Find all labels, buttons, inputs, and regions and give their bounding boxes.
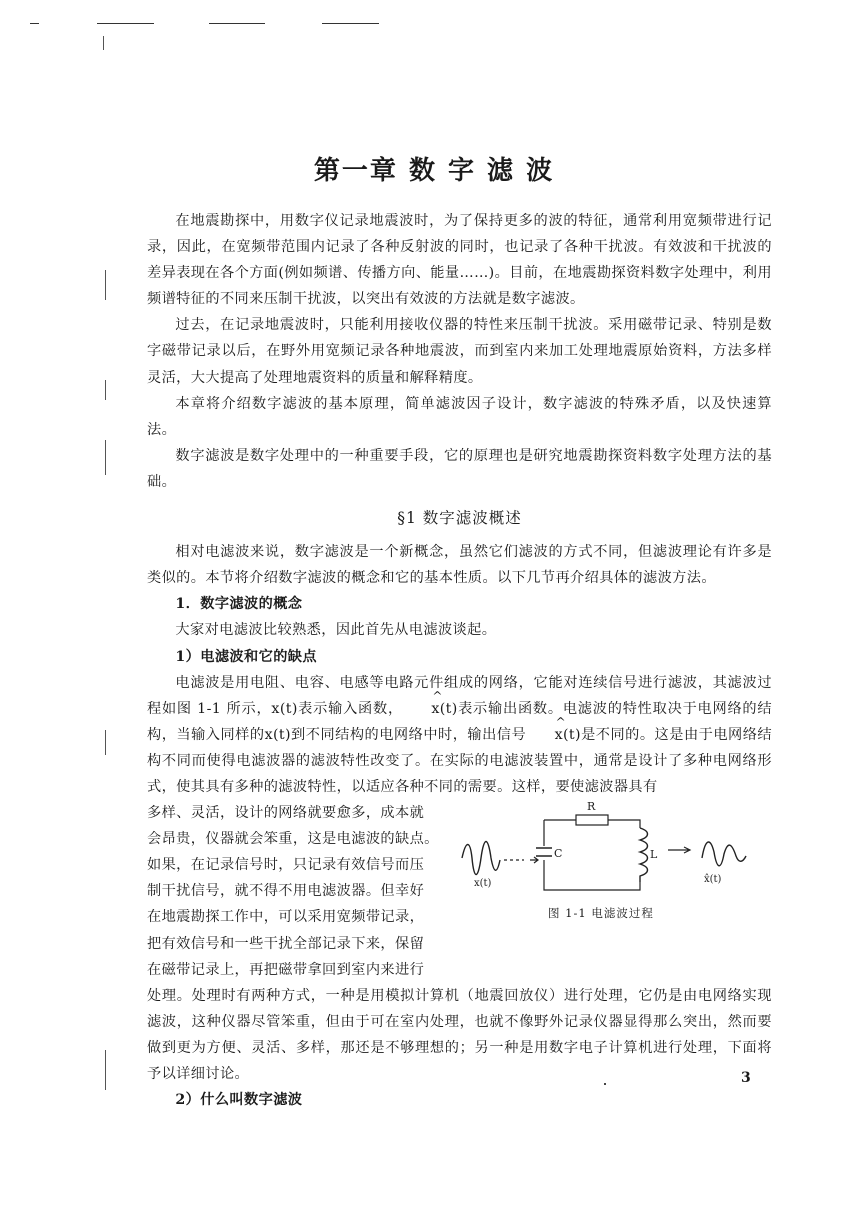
text-run: 表示输出函数。电滤波的特性取决于电网络的结构，当输入同样的 <box>147 700 772 743</box>
input-arrow <box>530 857 538 863</box>
text-line: 在地震勘探工作中，可以采用宽频带记录， <box>147 909 425 926</box>
formula-xhat: ^ x(t) <box>403 696 458 722</box>
wrapped-text-block <box>147 800 447 983</box>
intro-paragraph: 过去，在记录地震波时，只能利用接收仪器的特性来压制干扰波。采用磁带记录、特别是数字磁带记录以后，在野外用宽频记录各种地震波，而到室内来加工处理地震原始资料，方法多样灵活，大大提高了处理地震资料的质量和解释精度。 <box>147 317 772 386</box>
output-arrow <box>668 847 690 853</box>
paragraph: 大家对电滤波比较熟悉，因此首先从电滤波谈起。 <box>175 622 497 639</box>
subsubsection-heading: 1）电滤波和它的缺点 <box>175 648 317 665</box>
text-line: 多样、灵活，设计的网络就要愈多，成本就 <box>147 805 425 822</box>
input-label: x(t) <box>474 878 492 889</box>
capacitor-label: C <box>554 847 563 860</box>
top-rule <box>322 23 379 24</box>
subsection-heading: 1．数字滤波的概念 <box>175 596 303 613</box>
section-intro: 相对电滤波来说，数字滤波是一个新概念，虽然它们滤波的方式不同，但滤波理论有许多是类似的。本节将介绍数字滤波的概念和它的基本性质。以下几节再介绍具体的滤波方法。 <box>147 544 772 587</box>
text-line: 会昂贵，仪器就会笨重，这是电滤波的缺点。 <box>147 831 439 848</box>
paragraph <box>147 670 772 800</box>
text-run: 到不同结构的电网络中时，输出信号 <box>290 726 527 743</box>
formula-x: x(t) <box>264 726 291 743</box>
text-line: 制干扰信号，就不得不用电滤波器。但幸好 <box>147 883 425 900</box>
section-title: §1 数字滤波概述 <box>397 509 522 528</box>
text-line: 在磁带记录上，再把磁带拿回到室内来进行 <box>147 961 425 978</box>
text-run: 表示输入函数， <box>297 700 403 717</box>
margin-mark <box>105 270 106 300</box>
formula-xhat: ^ x(t) <box>526 722 581 748</box>
intro-paragraph: 本章将介绍数字滤波的基本原理，简单滤波因子设计，数字滤波的特殊矛盾，以及快速算法。 <box>147 395 772 438</box>
margin-mark <box>105 440 106 475</box>
text-run: 电滤波是用电阻、电容、电感等电路元件组成的网络，它能对连续信号进行滤波，其滤波过程如图 1-1 所示， <box>147 674 772 717</box>
intro-paragraph: 在地震勘探中，用数字仪记录地震波时，为了保持更多的波的特征，通常利用宽频带进行记录，因此，在宽频带范围内记录了各种反射波的同时，也记录了各种干扰波。有效波和干扰波的差异表现在各个方面(例如频谱、传播方向、能量……)。目前，在地震勘探资料数字处理中，利用频谱特征的不同来压制干扰波，以突出有效波的方法就是数字滤波。 <box>147 213 772 308</box>
capacitor-symbol <box>536 848 552 856</box>
figure-caption: 图 1-1 电滤波过程 <box>548 906 654 920</box>
text-line: 如果，在记录信号时，只记录有效信号而压 <box>147 857 425 874</box>
inductor-symbol <box>640 828 648 882</box>
top-rule <box>97 23 154 24</box>
page-number: 3 <box>741 1070 751 1086</box>
input-wave <box>462 842 500 875</box>
inductor-label: L <box>650 848 658 861</box>
margin-mark <box>105 380 106 400</box>
formula-x: x(t) <box>271 700 298 717</box>
resistor-symbol <box>576 815 608 825</box>
main-text <box>147 208 772 1113</box>
top-rule <box>209 23 265 24</box>
paragraph: 处理。处理时有两种方式，一种是用模拟计算机（地震回放仪）进行处理，它仍是由电网络实现滤波，这种仪器尽管笨重，但由于可在室内处理，也就不像野外记录仪器显得那么突出，然而要做到更为方便、灵活、多样，那还是不够理想的；另一种是用数字电子计算机进行处理，下面将予以详细讨论。 <box>147 987 772 1082</box>
chapter-title: 第一章 数 字 滤 波 <box>313 156 555 186</box>
resistor-label: R <box>587 800 596 813</box>
output-label: x̂(t) <box>704 874 722 885</box>
margin-mark <box>103 36 104 50</box>
text-run: 是不同的。这是由于电网络结构不同而使得电滤波器的滤波特性改变了。在实际的电滤波装置中，通常是设计了多种电网络形式，使其具有多种的滤波特性，以适应各种不同的需要。这样，要使滤波器具有 <box>147 726 773 795</box>
output-wave <box>702 842 746 866</box>
margin-mark <box>105 1050 106 1090</box>
text-line: 把有效信号和一些干扰全部记录下来，保留 <box>147 935 425 952</box>
subsubsection-heading: 2）什么叫数字滤波 <box>175 1092 303 1109</box>
top-rule <box>30 23 39 24</box>
intro-paragraph: 数字滤波是数字处理中的一种重要手段，它的原理也是研究地震勘探资料数字处理方法的基础。 <box>147 447 772 490</box>
margin-mark <box>105 730 106 755</box>
